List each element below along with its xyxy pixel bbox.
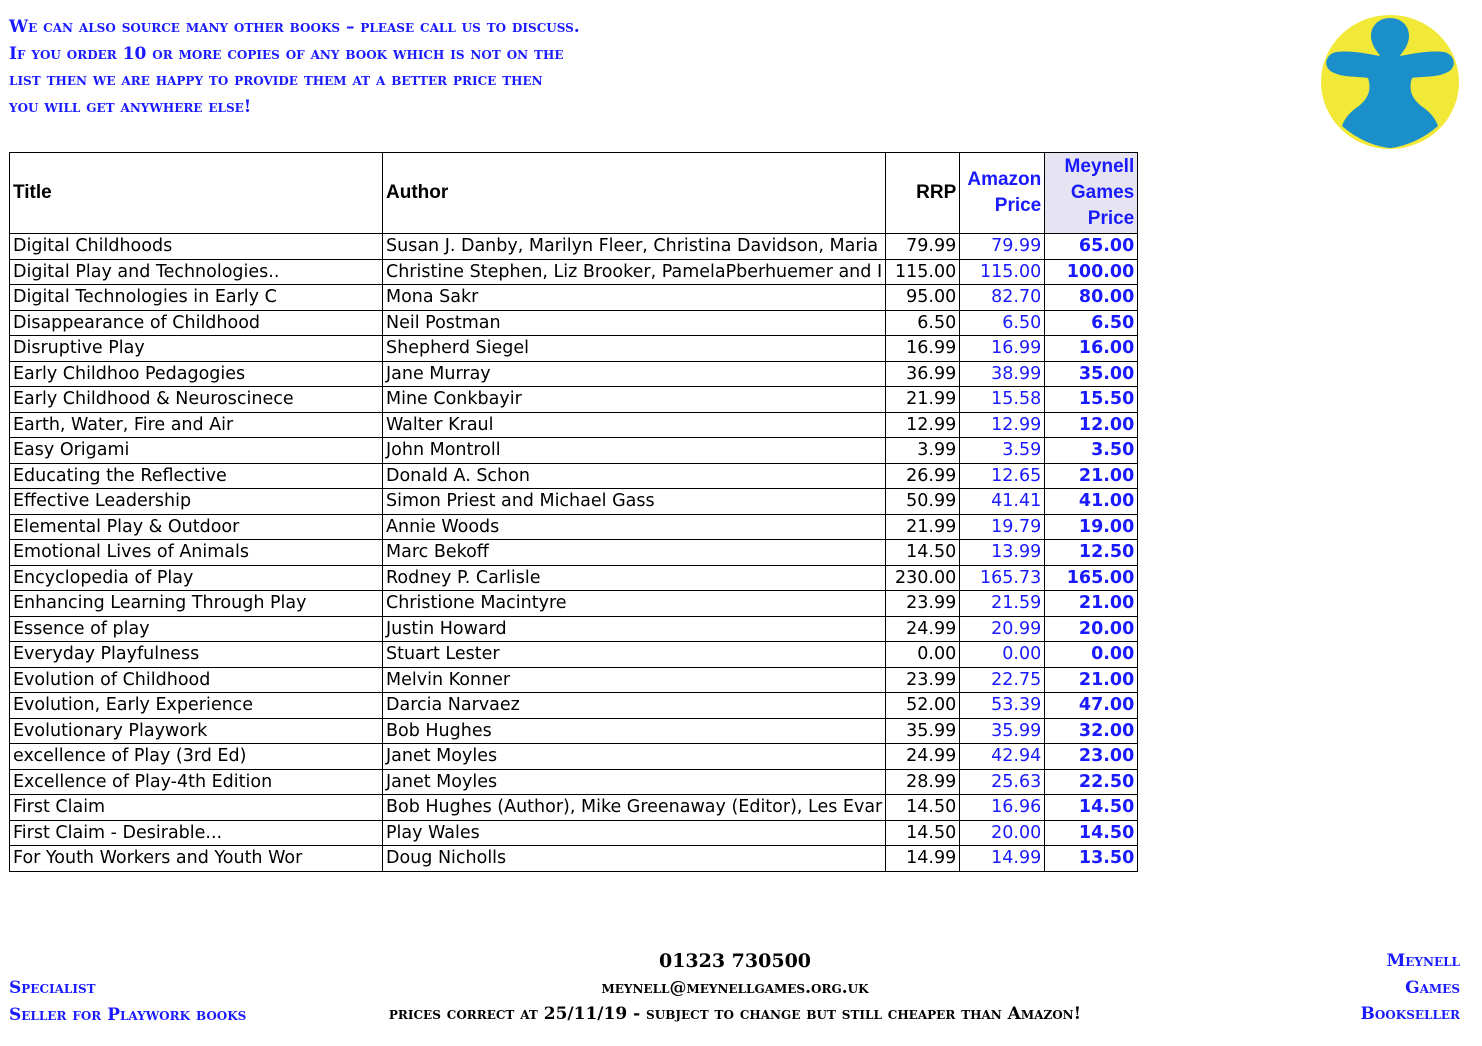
meynell-price-cell: 19.00 [1045, 514, 1138, 540]
table-row [10, 718, 1138, 744]
book-author-cell: Christione Macintyre [383, 591, 886, 617]
book-title-cell: Evolution, Early Experience [10, 693, 383, 719]
amazon-price-cell: 22.75 [960, 667, 1045, 693]
rrp-price-cell: 6.50 [886, 310, 960, 336]
tagline-line: Specialist [9, 978, 96, 998]
book-author-cell: Stuart Lester [383, 642, 886, 668]
book-title-cell: Educating the Reflective [10, 463, 383, 489]
phone-number: 01323 730500 [658, 950, 812, 972]
book-author-cell: Mine Conkbayir [383, 387, 886, 413]
amazon-price-cell: 25.63 [960, 769, 1045, 795]
meynell-price-cell: 22.50 [1045, 769, 1138, 795]
table-row [10, 616, 1138, 642]
header-meynell-line: Meynell [1064, 156, 1135, 177]
table-row [10, 463, 1138, 489]
amazon-price-cell: 14.99 [960, 846, 1045, 872]
table-row [10, 336, 1138, 362]
amazon-price-cell: 35.99 [960, 718, 1045, 744]
meynell-price-cell: 12.00 [1045, 412, 1138, 438]
rrp-price-cell: 16.99 [886, 336, 960, 362]
book-title-cell: Digital Technologies in Early C [10, 285, 383, 311]
amazon-price-cell: 82.70 [960, 285, 1045, 311]
specialist-tagline [9, 975, 246, 1028]
header-amazon-price [960, 153, 1045, 234]
meynell-price-cell: 16.00 [1045, 336, 1138, 362]
table-row [10, 259, 1138, 285]
header-amazon-line: Price [994, 195, 1042, 216]
book-title-cell: First Claim - Desirable... [10, 820, 383, 846]
book-author-cell: Bob Hughes (Author), Mike Greenaway (Editor), Les Evar [383, 795, 886, 821]
rrp-price-cell: 79.99 [886, 234, 960, 260]
rrp-price-cell: 14.50 [886, 795, 960, 821]
table-row [10, 642, 1138, 668]
book-author-cell: Janet Moyles [383, 769, 886, 795]
book-author-cell: Mona Sakr [383, 285, 886, 311]
table-row [10, 769, 1138, 795]
book-author-cell: Christine Stephen, Liz Brooker, PamelaPberhuemer and I [383, 259, 886, 285]
intro-line: list then we are happy to provide them at a better price then [9, 70, 543, 90]
amazon-price-cell: 38.99 [960, 361, 1045, 387]
signature-line: Meynell [1386, 951, 1460, 971]
table-row [10, 412, 1138, 438]
meynell-price-cell: 165.00 [1045, 565, 1138, 591]
rrp-price-cell: 28.99 [886, 769, 960, 795]
meynell-price-cell: 6.50 [1045, 310, 1138, 336]
tagline-line: Seller for Playwork books [9, 1004, 247, 1025]
rrp-price-cell: 14.50 [886, 820, 960, 846]
book-title-cell: Emotional Lives of Animals [10, 540, 383, 566]
book-author-cell: Annie Woods [383, 514, 886, 540]
book-author-cell: Justin Howard [383, 616, 886, 642]
header-meynell-line: Price [1087, 208, 1135, 229]
rrp-price-cell: 115.00 [886, 259, 960, 285]
rrp-price-cell: 50.99 [886, 489, 960, 515]
amazon-price-cell: 19.79 [960, 514, 1045, 540]
table-row [10, 387, 1138, 413]
book-title-cell: Disruptive Play [10, 336, 383, 362]
rrp-price-cell: 12.99 [886, 412, 960, 438]
meynell-price-cell: 21.00 [1045, 667, 1138, 693]
book-author-cell: Marc Bekoff [383, 540, 886, 566]
amazon-price-cell: 42.94 [960, 744, 1045, 770]
book-title-cell: Easy Origami [10, 438, 383, 464]
rrp-price-cell: 24.99 [886, 744, 960, 770]
amazon-price-cell: 165.73 [960, 565, 1045, 591]
table-row [10, 591, 1138, 617]
table-row [10, 489, 1138, 515]
table-row [10, 693, 1138, 719]
meynell-price-cell: 47.00 [1045, 693, 1138, 719]
book-price-table [9, 152, 1138, 872]
rrp-price-cell: 230.00 [886, 565, 960, 591]
book-title-cell: Earth, Water, Fire and Air [10, 412, 383, 438]
book-title-cell: Elemental Play & Outdoor [10, 514, 383, 540]
meynell-games-logo [1320, 14, 1460, 150]
rrp-price-cell: 0.00 [886, 642, 960, 668]
meynell-price-cell: 14.50 [1045, 820, 1138, 846]
intro-line: We can also source many other books – please call us to discuss. [9, 17, 580, 37]
amazon-price-cell: 53.39 [960, 693, 1045, 719]
contact-block [370, 948, 1100, 1028]
book-author-cell: Shepherd Siegel [383, 336, 886, 362]
book-author-cell: Janet Moyles [383, 744, 886, 770]
meynell-price-cell: 21.00 [1045, 463, 1138, 489]
header-title: Title [10, 153, 383, 234]
rrp-price-cell: 24.99 [886, 616, 960, 642]
amazon-price-cell: 20.99 [960, 616, 1045, 642]
rrp-price-cell: 14.50 [886, 540, 960, 566]
meynell-price-cell: 23.00 [1045, 744, 1138, 770]
meynell-price-cell: 80.00 [1045, 285, 1138, 311]
amazon-price-cell: 79.99 [960, 234, 1045, 260]
table-row [10, 667, 1138, 693]
book-author-cell: Bob Hughes [383, 718, 886, 744]
meynell-price-cell: 13.50 [1045, 846, 1138, 872]
intro-line: If you order 10 or more copies of any book which is not on the [9, 43, 564, 64]
meynell-price-cell: 100.00 [1045, 259, 1138, 285]
book-author-cell: Darcia Narvaez [383, 693, 886, 719]
rrp-price-cell: 23.99 [886, 667, 960, 693]
book-title-cell: For Youth Workers and Youth Wor [10, 846, 383, 872]
intro-message [9, 14, 609, 120]
amazon-price-cell: 20.00 [960, 820, 1045, 846]
book-title-cell: Early Childhoo Pedagogies [10, 361, 383, 387]
amazon-price-cell: 115.00 [960, 259, 1045, 285]
book-title-cell: Digital Play and Technologies.. [10, 259, 383, 285]
book-author-cell: Neil Postman [383, 310, 886, 336]
book-title-cell: Effective Leadership [10, 489, 383, 515]
rrp-price-cell: 26.99 [886, 463, 960, 489]
rrp-price-cell: 36.99 [886, 361, 960, 387]
book-title-cell: Evolution of Childhood [10, 667, 383, 693]
meynell-price-cell: 3.50 [1045, 438, 1138, 464]
rrp-price-cell: 21.99 [886, 514, 960, 540]
meynell-price-cell: 65.00 [1045, 234, 1138, 260]
signature-line: Bookseller [1360, 1004, 1460, 1024]
table-row [10, 285, 1138, 311]
book-title-cell: Enhancing Learning Through Play [10, 591, 383, 617]
book-title-cell: Disappearance of Childhood [10, 310, 383, 336]
amazon-price-cell: 13.99 [960, 540, 1045, 566]
header-rrp: RRP [886, 153, 960, 234]
book-author-cell: Play Wales [383, 820, 886, 846]
intro-line: you will get anywhere else! [9, 96, 252, 117]
amazon-price-cell: 12.65 [960, 463, 1045, 489]
header-meynell-price [1045, 153, 1138, 234]
meynell-price-cell: 0.00 [1045, 642, 1138, 668]
table-row [10, 310, 1138, 336]
table-row [10, 820, 1138, 846]
amazon-price-cell: 3.59 [960, 438, 1045, 464]
meynell-price-cell: 32.00 [1045, 718, 1138, 744]
meynell-price-cell: 21.00 [1045, 591, 1138, 617]
header-meynell-line: Games [1070, 182, 1135, 203]
book-title-cell: Digital Childhoods [10, 234, 383, 260]
book-author-cell: Simon Priest and Michael Gass [383, 489, 886, 515]
book-title-cell: Essence of play [10, 616, 383, 642]
meynell-price-cell: 20.00 [1045, 616, 1138, 642]
table-header-row [10, 153, 1138, 234]
book-title-cell: Excellence of Play-4th Edition [10, 769, 383, 795]
meynell-price-cell: 15.50 [1045, 387, 1138, 413]
rrp-price-cell: 52.00 [886, 693, 960, 719]
email-address: meynell@meynellgames.org.uk [601, 977, 869, 998]
book-title-cell: excellence of Play (3rd Ed) [10, 744, 383, 770]
book-title-cell: Early Childhood & Neuroscinece [10, 387, 383, 413]
meynell-price-cell: 14.50 [1045, 795, 1138, 821]
book-author-cell: Melvin Konner [383, 667, 886, 693]
amazon-price-cell: 6.50 [960, 310, 1045, 336]
book-title-cell: Evolutionary Playwork [10, 718, 383, 744]
amazon-price-cell: 16.96 [960, 795, 1045, 821]
amazon-price-cell: 41.41 [960, 489, 1045, 515]
table-row [10, 744, 1138, 770]
amazon-price-cell: 21.59 [960, 591, 1045, 617]
table-row [10, 846, 1138, 872]
bookseller-signature [1360, 948, 1460, 1028]
table-row [10, 361, 1138, 387]
meynell-price-cell: 12.50 [1045, 540, 1138, 566]
amazon-price-cell: 16.99 [960, 336, 1045, 362]
meynell-price-cell: 35.00 [1045, 361, 1138, 387]
book-author-cell: Rodney P. Carlisle [383, 565, 886, 591]
table-row [10, 234, 1138, 260]
rrp-price-cell: 23.99 [886, 591, 960, 617]
amazon-price-cell: 12.99 [960, 412, 1045, 438]
rrp-price-cell: 35.99 [886, 718, 960, 744]
signature-line: Games [1405, 977, 1460, 998]
rrp-price-cell: 3.99 [886, 438, 960, 464]
book-author-cell: Susan J. Danby, Marilyn Fleer, Christina Davidson, Maria [383, 234, 886, 260]
table-row [10, 795, 1138, 821]
meynell-price-cell: 41.00 [1045, 489, 1138, 515]
amazon-price-cell: 15.58 [960, 387, 1045, 413]
rrp-price-cell: 14.99 [886, 846, 960, 872]
book-title-cell: First Claim [10, 795, 383, 821]
header-author: Author [383, 153, 886, 234]
header-amazon-line: Amazon [967, 169, 1042, 190]
rrp-price-cell: 95.00 [886, 285, 960, 311]
book-title-cell: Encyclopedia of Play [10, 565, 383, 591]
book-author-cell: John Montroll [383, 438, 886, 464]
book-author-cell: Walter Kraul [383, 412, 886, 438]
rrp-price-cell: 21.99 [886, 387, 960, 413]
table-row [10, 438, 1138, 464]
book-title-cell: Everyday Playfulness [10, 642, 383, 668]
book-author-cell: Jane Murray [383, 361, 886, 387]
table-row [10, 514, 1138, 540]
table-row [10, 565, 1138, 591]
amazon-price-cell: 0.00 [960, 642, 1045, 668]
price-note: prices correct at 25/11/19 - subject to change but still cheaper than Amazon! [388, 1004, 1082, 1024]
book-author-cell: Donald A. Schon [383, 463, 886, 489]
book-author-cell: Doug Nicholls [383, 846, 886, 872]
table-row [10, 540, 1138, 566]
